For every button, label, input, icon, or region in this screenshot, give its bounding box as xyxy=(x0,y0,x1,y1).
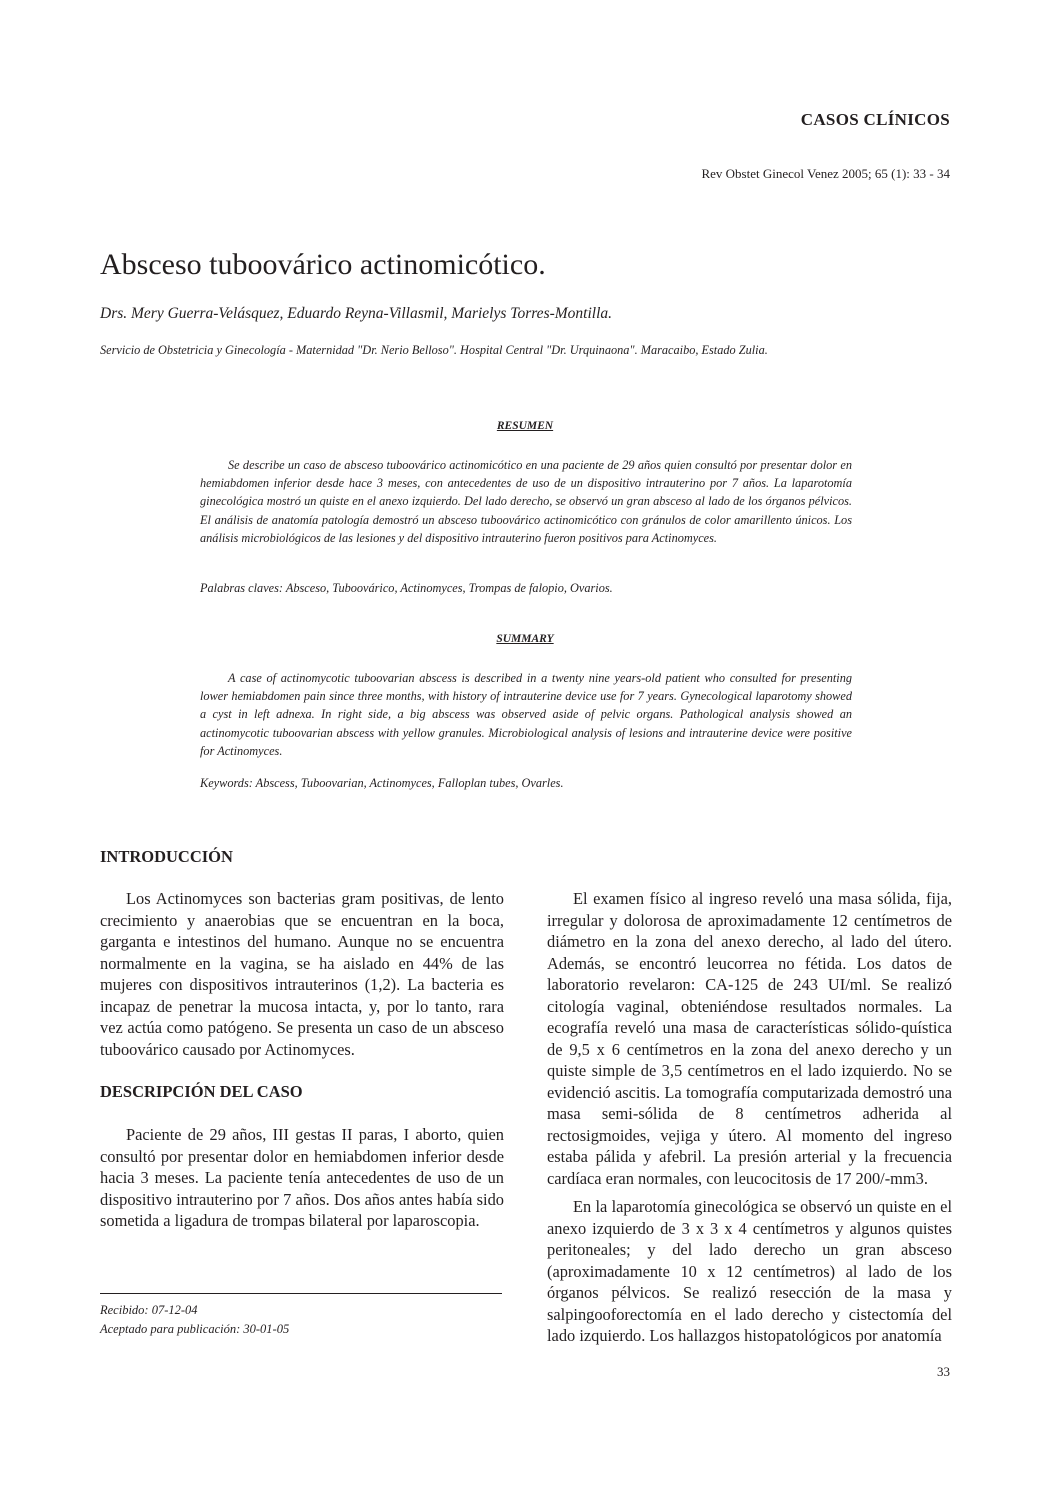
laparotomy-paragraph: En la laparotomía ginecológica se observó un quiste en el anexo izquierdo de 3 x 3 x 4 centímetros y algunos quistes peritoneales; y del lado derecho un gran absceso (aproximadamente 10 x 12 centímetros) al lado de los órganos pélvicos. Se realizó resección de la masa y salpingooforectomía en el lado derecho y cistectomía del lado izquierdo. Los hallazgos histopatológicos por anatomía xyxy=(547,1197,952,1345)
summary-heading: SUMMARY xyxy=(496,633,554,645)
footnote-dates xyxy=(100,1301,289,1339)
accepted-date: Aceptado para publicación: 30-01-05 xyxy=(100,1322,290,1336)
resumen-text: Se describe un caso de absceso tuboovárico actinomicótico en una paciente de 29 años quien consultó por presentar dolor en hemiabdomen inferior desde hace 3 meses, con antecedentes de uso de un dispositivo intrauterino por 7 años. La laparotomía ginecológica mostró un quiste en el anexo izquierdo. Del lado derecho, se observó un gran absceso al lado de los órganos pélvicos. El análisis de anatomía patología demostró un absceso tuboovárico actinomicótico con gránulos de color amarillento únicos. Los análisis microbiológicos de las lesiones y del dispositivo intrauterino fueron positivos para Actinomyces. xyxy=(200,458,852,545)
footnote-rule xyxy=(100,1293,502,1294)
section-tag: CASOS CLÍNICOS xyxy=(800,110,950,129)
intro-paragraph: Los Actinomyces son bacterias gram positivas, de lento crecimiento y anaerobias que se encuentran en la boca, garganta e intestinos del humano. Aunque no se encuentra normalmente en la vagina, se ha aislado en 44% de las mujeres con dispositivos intrauterinos (1,2). La bacteria es incapaz de penetrar la mucosa intacta, y, por lo tanto, rara vez actúa como patógeno. Se presenta un caso de un absceso tuboovárico causado por Actinomyces. xyxy=(100,889,504,1059)
case-heading: DESCRIPCIÓN DEL CASO xyxy=(100,1082,303,1101)
article-title: Absceso tuboovárico actinomicótico. xyxy=(100,248,546,281)
journal-reference: Rev Obstet Ginecol Venez 2005; 65 (1): 33 - 34 xyxy=(701,166,950,181)
case-paragraph: Paciente de 29 años, III gestas II paras, I aborto, quien consultó por presentar dolor en hemiabdomen inferior desde hacia 3 meses. La paciente tenía antecedentes de uso de un dispositivo intrauterino por 7 años. Dos años antes había sido sometida a ligadura de trompas bilateral por laparoscopia. xyxy=(100,1125,504,1230)
summary-text: A case of actinomycotic tuboovarian abscess is described in a twenty nine years-old patient who consulted for presenting lower hemiabdomen pain since three months, with history of intrauterine device use for 7 years. Gynecological laparotomy showed a cyst in left adnexa. In right side, a big abscess was observed aside of pelvic organs. Pathological analysis showed an actinomycotic tuboovarian abscess with yellow granules. Microbiological analysis of lesions and intrauterine device were positive for Actinomyces. xyxy=(200,671,852,758)
summary-keywords: Keywords: Abscess, Tuboovarian, Actinomyces, Falloplan tubes, Ovarles. xyxy=(200,776,564,790)
right-column xyxy=(547,888,952,1347)
page-number: 33 xyxy=(937,1364,950,1379)
case-column xyxy=(100,1124,504,1232)
exam-paragraph: El examen físico al ingreso reveló una masa sólida, fija, irregular y dolorosa de aproximadamente 12 centímetros de diámetro en la zona del anexo derecho, al lado del útero. Además, se encontró leucorrea no fétida. Los datos de laboratorio revelaron: CA-125 de 243 UI/ml. Se realizó citología vaginal, obteniéndose resultados normales. La ecografía reveló una masa de características sólido-quística de 9,5 x 6 centímetros en la zona del anexo derecho y un quiste simple de 3,5 centímetros en el lado izquierdo. No se evidenció ascitis. La tomografía computarizada demostró una masa semi-sólida de 8 centímetros adherida al rectosigmoides, vejiga y útero. Al momento del ingreso estaba pálida y afebril. La presión arterial y la frecuencia cardíaca eran normales, con leucocitosis de 17 200/-mm3. xyxy=(547,889,952,1188)
article-authors: Drs. Mery Guerra-Velásquez, Eduardo Reyna-Villasmil, Marielys Torres-Montilla. xyxy=(100,305,613,322)
resumen-heading: RESUMEN xyxy=(496,420,554,432)
intro-column xyxy=(100,888,504,1060)
article-affiliation: Servicio de Obstetricia y Ginecología - Maternidad "Dr. Nerio Belloso". Hospital Central "Dr. Urquinaona". Maracaibo, Estado Zulia. xyxy=(100,343,768,357)
intro-heading: INTRODUCCIÓN xyxy=(100,847,233,866)
resumen-keywords: Palabras claves: Absceso, Tuboovárico, Actinomyces, Trompas de falopio, Ovarios. xyxy=(200,581,613,595)
received-date: Recibido: 07-12-04 xyxy=(100,1303,198,1317)
